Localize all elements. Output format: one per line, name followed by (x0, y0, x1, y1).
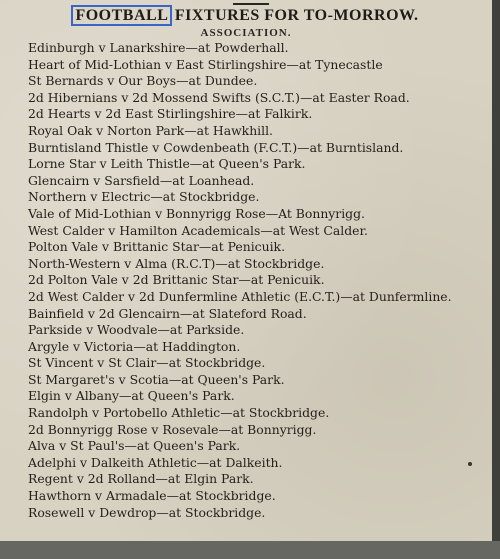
fixture-line: Glencairn v Sarsfield—at Loanhead. (28, 172, 255, 188)
scan-border-right (492, 0, 500, 559)
fixture-line: West Calder v Hamilton Academicals—at West Calder. (28, 222, 368, 238)
fixture-line: North-Western v Alma (R.C.T)—at Stockbridge. (28, 255, 325, 271)
fixture-line: Heart of Mid-Lothian v East Stirlingshire—at Tynecastle (28, 56, 383, 72)
fixture-line: Alva v St Paul's—at Queen's Park. (28, 438, 241, 454)
fixture-line: Adelphi v Dalkeith Athletic—at Dalkeith. (28, 454, 283, 470)
article-heading (0, 7, 492, 25)
fixture-line: Lorne Star v Leith Thistle—at Queen's Park. (28, 156, 306, 172)
fixture-line: Vale of Mid-Lothian v Bonnyrigg Rose—At Bonnyrigg. (28, 205, 365, 221)
fixture-list (28, 40, 488, 521)
fixture-line: Burntisland Thistle v Cowdenbeath (F.C.T.)—at Burntisland. (28, 139, 404, 155)
scan-border-bottom (0, 541, 500, 559)
ink-speck (468, 462, 472, 466)
top-rule (233, 3, 269, 5)
fixture-line: 2d Hearts v 2d East Stirlingshire—at Falkirk. (28, 106, 313, 122)
fixture-line: St Vincent v St Clair—at Stockbridge. (28, 355, 266, 371)
highlighted-word: FOOTBALL (75, 7, 169, 24)
fixture-line: 2d West Calder v 2d Dunfermline Athletic (E.C.T.)—at Dunfermline. (28, 288, 452, 304)
fixture-line: Elgin v Albany—at Queen's Park. (28, 388, 235, 404)
fixture-line: Randolph v Portobello Athletic—at Stockbridge. (28, 405, 330, 421)
fixture-line: 2d Hibernians v 2d Mossend Swifts (S.C.T.)—at Easter Road. (28, 89, 410, 105)
fixture-line: St Bernards v Our Boys—at Dundee. (28, 73, 258, 89)
section-subheading: ASSOCIATION. (200, 27, 292, 39)
fixture-line: Edinburgh v Lanarkshire—at Powderhall. (28, 40, 289, 55)
fixture-line: Argyle v Victoria—at Haddington. (28, 338, 241, 354)
fixture-line: 2d Polton Vale v 2d Brittanic Star—at Penicuik. (28, 272, 325, 288)
fixture-line: Parkside v Woodvale—at Parkside. (28, 322, 245, 338)
fixture-line: Northern v Electric—at Stockbridge. (28, 189, 260, 205)
fixture-line: Royal Oak v Norton Park—at Hawkhill. (28, 122, 273, 138)
fixture-line: St Margaret's v Scotia—at Queen's Park. (28, 371, 285, 387)
fixture-line: Rosewell v Dewdrop—at Stockbridge. (28, 504, 266, 520)
fixture-line: Bainfield v 2d Glencairn—at Slateford Road. (28, 305, 307, 321)
fixture-line: Hawthorn v Armadale—at Stockbridge. (28, 488, 276, 504)
heading-rest: FIXTURES FOR TO-MORROW. (170, 7, 419, 24)
fixture-line: Regent v 2d Rolland—at Elgin Park. (28, 471, 254, 487)
fixture-line: 2d Bonnyrigg Rose v Rosevale—at Bonnyrigg. (28, 421, 317, 437)
fixture-line: Polton Vale v Brittanic Star—at Penicuik. (28, 239, 286, 255)
